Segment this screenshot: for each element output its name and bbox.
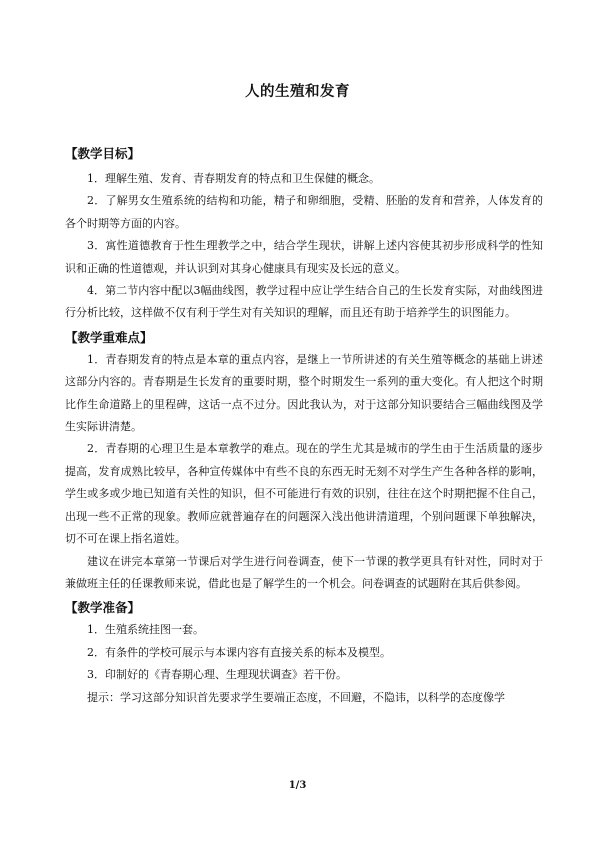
paragraph: 1．青春期发育的特点是本章的重点内容，是继上一节所讲述的有关生殖等概念的基础上讲述这部分内容的。青春期是生长发育的重要时期，整个时期发生一系列的重大变化。有人把这个时期比作生命道路上的里程碑，这话一点不过分。因此我认为，对于这部分知识要结合三幅曲线图及学生实际讲清楚。 <box>65 352 543 434</box>
section-heading: 【教学重难点】 <box>65 329 153 345</box>
paragraph: 提示：学习这部分知识首先要求学生要端正态度，不回避，不隐讳，以科学的态度像学 <box>87 690 505 704</box>
document-body <box>65 142 543 709</box>
paragraph: 2．了解男女生殖系统的结构和功能，精子和卵细胞，受精、胚胎的发育和营养，人体发育的各个时期等方面的内容。 <box>65 194 543 230</box>
paragraph: 3．印制好的《青春期心理、生理现状调查》若干份。 <box>87 668 347 682</box>
section-teaching-goals <box>65 142 543 325</box>
paragraph: 3．寓性道德教育于性生理教学之中，结合学生现状，讲解上述内容使其初步形成科学的性知识和正确的性道德观，并认识到对其身心健康具有现实及长远的意义。 <box>65 239 543 275</box>
paragraph: 4．第二节内容中配以3幅曲线图，教学过程中应让学生结合自己的生长发育实际，对曲线图进行分析比较，这样做不仅有利于学生对有关知识的理解，而且还有助于培养学生的识图能力。 <box>65 284 543 320</box>
section-heading: 【教学目标】 <box>65 146 141 161</box>
paragraph: 1．生殖系统挂图一套。 <box>87 623 204 637</box>
section-heading: 【教学准备】 <box>65 600 141 616</box>
page-number: 1/3 <box>288 780 307 791</box>
paragraph: 2．有条件的学校可展示与本课内容有直接关系的标本及模型。 <box>87 645 391 659</box>
section-key-difficulties <box>65 326 543 595</box>
document-title: 人的生殖和发育 <box>245 84 350 100</box>
section-teaching-preparation <box>65 596 543 709</box>
paragraph: 1．理解生殖、发育、青春期发育的特点和卫生保健的概念。 <box>87 172 380 185</box>
paragraph: 2．青春期的心理卫生是本章教学的难点。现在的学生尤其是城市的学生由于生活质量的逐步提高，发育成熟比较早，各种宣传媒体中有些不良的东西无时无刻不对学生产生各种各样的影响，学生或多或少地已知道有关性的知识，但不可能进行有效的识别，往往在这个时期把握不住自己，出现一些不正常的现象。教师应就普遍存在的问题深入浅出他讲清道理，个别问题课下单独解决，切不可在课上指名道姓。 <box>65 442 543 546</box>
paragraph: 建议在讲完本章第一节课后对学生进行问卷调查，使下一节课的教学更具有针对性，同时对于兼做班主任的任课教师来说，借此也是了解学生的一个机会。问卷调查的试题附在其后供参阅。 <box>65 554 543 590</box>
